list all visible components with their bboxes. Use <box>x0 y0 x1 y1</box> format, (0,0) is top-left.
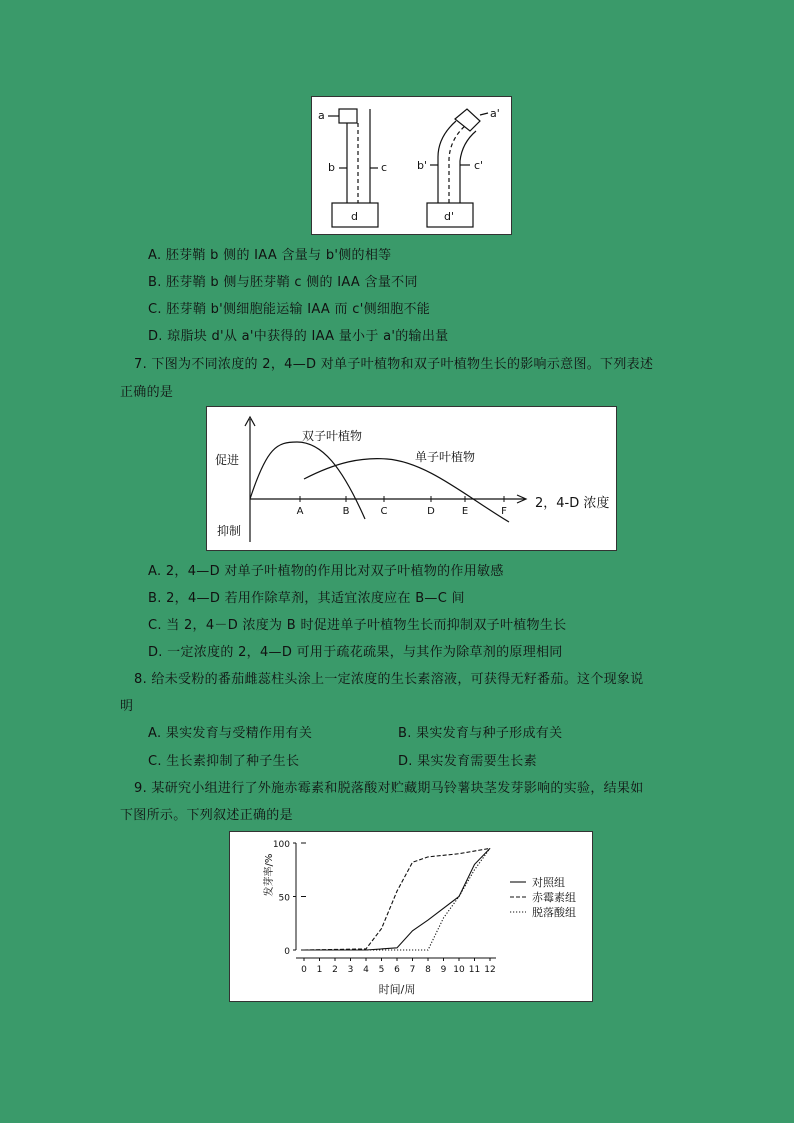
q7-option-b: B. 2，4—D 若用作除草剂，其适宜浓度应在 B—C 间 <box>148 591 465 606</box>
x-tick-label: 6 <box>394 965 400 975</box>
x-tick-label: 7 <box>409 965 416 975</box>
x-tick-label: 8 <box>425 965 431 975</box>
tick-F: F <box>501 506 507 517</box>
series-line-2 <box>304 848 490 950</box>
q6-option-b: B. 胚芽鞘 b 侧与胚芽鞘 c 侧的 IAA 含量不同 <box>148 275 418 290</box>
q8-stem-line2: 明 <box>120 699 134 714</box>
series-line-1 <box>304 848 490 950</box>
y-tick-label: 0 <box>284 947 290 957</box>
q6-option-d: D. 琼脂块 d'从 a'中获得的 IAA 量小于 a'的输出量 <box>148 329 449 344</box>
monocot-curve <box>304 459 509 522</box>
x-tick-label: 1 <box>316 965 323 975</box>
label-dicot: 双子叶植物 <box>302 429 363 443</box>
x-axis-label: 时间/周 <box>378 983 416 996</box>
series-line-0 <box>304 848 490 950</box>
x-tick-label: 4 <box>363 965 369 975</box>
legend-label-1: 赤霉素组 <box>532 891 576 904</box>
y-axis-label: 发芽率/% <box>264 853 275 897</box>
label-a: a <box>318 109 325 122</box>
q6-option-c: C. 胚芽鞘 b'侧细胞能运输 IAA 而 c'侧细胞不能 <box>148 302 431 317</box>
tick-E: E <box>461 506 469 517</box>
x-tick-label: 12 <box>484 965 496 975</box>
q7-stem-line1: 7. 下图为不同浓度的 2，4—D 对单子叶植物和双子叶植物生长的影响示意图。下列表述 <box>134 357 654 372</box>
q8-stem-line1: 8. 给未受粉的番茄雌蕊柱头涂上一定浓度的生长素溶液，可获得无籽番茄。这个现象说 <box>134 672 644 687</box>
q9-stem-line2: 下图所示。下列叙述正确的是 <box>120 808 293 823</box>
label-a-prime: a' <box>490 107 500 120</box>
x-tick-label: 0 <box>301 965 307 975</box>
legend-label-2: 脱落酸组 <box>532 906 576 919</box>
x-tick-label: 5 <box>378 965 385 975</box>
germination-chart <box>230 832 592 1001</box>
agar-block-a-prime <box>455 109 480 131</box>
x-tick-label: 2 <box>332 965 338 975</box>
x-axis-label: 2，4-D 浓度 <box>535 496 610 511</box>
q7-option-c: C. 当 2，4－D 浓度为 B 时促进单子叶植物生长而抑制双子叶植物生长 <box>148 618 567 633</box>
tick-B: B <box>342 506 350 517</box>
tick-D: D <box>427 506 435 517</box>
label-d: d <box>351 210 358 223</box>
q9-stem-line1: 9. 某研究小组进行了外施赤霉素和脱落酸对贮藏期马铃薯块茎发芽影响的实验，结果如 <box>134 781 644 796</box>
coleoptile-diagram <box>312 97 511 234</box>
label-c-prime: c' <box>474 159 484 172</box>
x-tick-label: 10 <box>453 965 465 975</box>
y-tick-label: 100 <box>272 840 290 850</box>
label-monocot: 单子叶植物 <box>415 450 476 464</box>
q7-stem-line2: 正确的是 <box>120 385 174 400</box>
q8-option-b: B. 果实发育与种子形成有关 <box>398 726 563 741</box>
germination-chart-figure <box>229 831 593 1002</box>
tick-A: A <box>296 506 304 517</box>
tick-C: C <box>380 506 388 517</box>
q7-option-a: A. 2，4—D 对单子叶植物的作用比对双子叶植物的作用敏感 <box>148 564 504 579</box>
x-tick-label: 3 <box>347 965 354 975</box>
q8-option-a: A. 果实发育与受精作用有关 <box>148 726 313 741</box>
label-b-prime: b' <box>417 159 428 172</box>
label-c: c <box>381 161 388 174</box>
legend-label-0: 对照组 <box>532 876 565 889</box>
q6-option-a: A. 胚芽鞘 b 侧的 IAA 含量与 b'侧的相等 <box>148 248 392 263</box>
agar-block-a <box>339 109 357 123</box>
label-d-prime: d' <box>444 210 455 223</box>
x-tick-label: 9 <box>440 965 447 975</box>
coleoptile-figure <box>311 96 512 235</box>
auxin-curve-diagram <box>207 407 616 550</box>
y-tick-label: 50 <box>278 893 290 904</box>
q8-option-c: C. 生长素抑制了种子生长 <box>148 754 300 769</box>
q8-option-d: D. 果实发育需要生长素 <box>398 754 537 769</box>
bent-coleoptile-left-wall <box>438 121 456 203</box>
label-inhibit: 抑制 <box>217 524 242 538</box>
x-tick-label: 11 <box>468 965 481 975</box>
q7-option-d: D. 一定浓度的 2，4—D 可用于疏花疏果，与其作为除草剂的原理相同 <box>148 645 563 660</box>
bent-coleoptile-center <box>449 125 466 203</box>
auxin-curve-figure <box>206 406 617 551</box>
label-promote: 促进 <box>215 453 240 467</box>
label-b: b <box>328 161 335 174</box>
